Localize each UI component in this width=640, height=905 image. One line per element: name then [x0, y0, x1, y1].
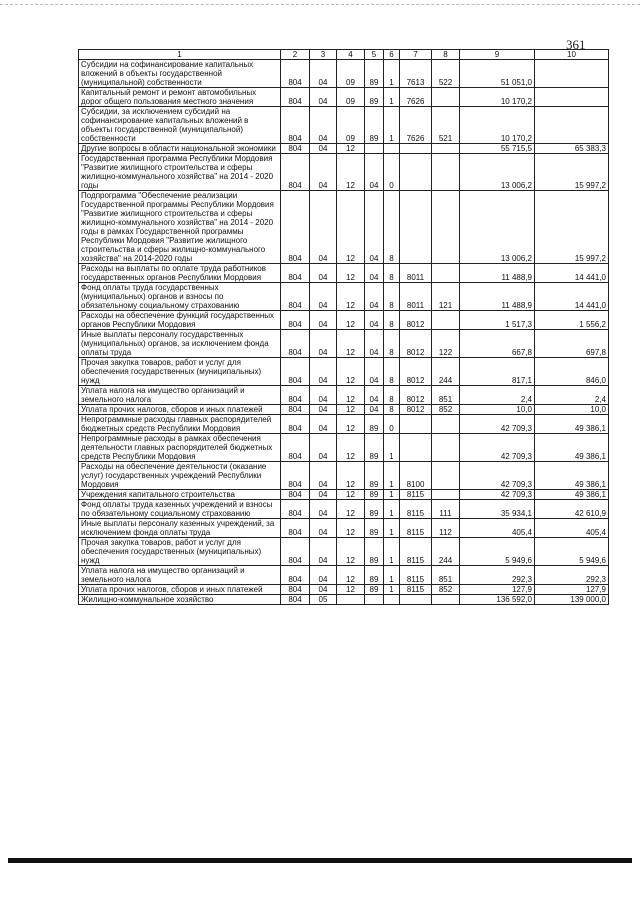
amount-year-2: 49 386,1 — [535, 415, 609, 434]
subprogram-code: 1 — [384, 60, 400, 88]
expense-type-code — [432, 144, 460, 154]
row-name: Прочая закупка товаров, работ и услуг для обеспечения государственных (муниципальных) нужд — [79, 358, 281, 386]
amount-year-1: 51 051,0 — [460, 60, 535, 88]
direction-code: 7613 — [400, 60, 432, 88]
row-name: Уплата налога на имущество организаций и земельного налога — [79, 386, 281, 405]
subsection-code: 12 — [337, 415, 365, 434]
program-code: 89 — [365, 500, 384, 519]
direction-code: 8115 — [400, 519, 432, 538]
program-code: 89 — [365, 60, 384, 88]
table-row — [79, 405, 609, 415]
direction-code: 8100 — [400, 462, 432, 490]
column-header: 4 — [337, 50, 365, 60]
column-header: 3 — [310, 50, 337, 60]
table-row — [79, 434, 609, 462]
direction-code: 8115 — [400, 500, 432, 519]
ministry-code: 804 — [281, 311, 310, 330]
expense-type-code — [432, 154, 460, 191]
subsection-code: 12 — [337, 538, 365, 566]
subsection-code: 12 — [337, 500, 365, 519]
table-row — [79, 415, 609, 434]
subsection-code: 12 — [337, 264, 365, 283]
expense-type-code: 852 — [432, 405, 460, 415]
direction-code: 8012 — [400, 405, 432, 415]
table-row — [79, 107, 609, 144]
amount-year-2: 49 386,1 — [535, 490, 609, 500]
program-code: 04 — [365, 386, 384, 405]
amount-year-1: 35 934,1 — [460, 500, 535, 519]
budget-table — [78, 49, 609, 605]
section-code: 04 — [310, 386, 337, 405]
amount-year-1: 10 170,2 — [460, 107, 535, 144]
table-row — [79, 358, 609, 386]
program-code: 04 — [365, 154, 384, 191]
row-name: Расходы на обеспечение функций государственных органов Республики Мордовия — [79, 311, 281, 330]
row-name: Государственная программа Республики Мордовия "Развитие жилищного строительства и сферы жилищно-коммунального хозяйства" на 2014 - 2020 годы — [79, 154, 281, 191]
scan-top-edge — [0, 4, 640, 5]
row-name: Уплата прочих налогов, сборов и иных платежей — [79, 585, 281, 595]
amount-year-1: 136 592,0 — [460, 595, 535, 605]
ministry-code: 804 — [281, 283, 310, 311]
amount-year-2: 14 441,0 — [535, 264, 609, 283]
direction-code: 8115 — [400, 490, 432, 500]
expense-type-code: 112 — [432, 519, 460, 538]
table-row — [79, 500, 609, 519]
ministry-code: 804 — [281, 500, 310, 519]
program-code: 89 — [365, 538, 384, 566]
row-name: Расходы на обеспечение деятельности (оказание услуг) государственных учреждений Республики Мордовия — [79, 462, 281, 490]
amount-year-1: 2,4 — [460, 386, 535, 405]
amount-year-2: 127,9 — [535, 585, 609, 595]
section-code: 04 — [310, 462, 337, 490]
section-code: 04 — [310, 60, 337, 88]
direction-code: 8012 — [400, 330, 432, 358]
ministry-code: 804 — [281, 519, 310, 538]
ministry-code: 804 — [281, 585, 310, 595]
direction-code — [400, 154, 432, 191]
column-header: 9 — [460, 50, 535, 60]
row-name: Расходы на выплаты по оплате труда работников государственных органов Республики Мордовия — [79, 264, 281, 283]
amount-year-1: 42 709,3 — [460, 462, 535, 490]
program-code: 04 — [365, 330, 384, 358]
section-code: 04 — [310, 415, 337, 434]
expense-type-code: 244 — [432, 538, 460, 566]
row-name: Иные выплаты персоналу казенных учреждений, за исключением фонда оплаты труда — [79, 519, 281, 538]
section-code: 04 — [310, 538, 337, 566]
amount-year-1: 292,3 — [460, 566, 535, 585]
row-name: Непрограммные расходы главных распорядителей бюджетных средств Республики Мордовия — [79, 415, 281, 434]
program-code — [365, 595, 384, 605]
program-code: 89 — [365, 519, 384, 538]
program-code: 04 — [365, 264, 384, 283]
expense-type-code: 111 — [432, 500, 460, 519]
section-code: 04 — [310, 490, 337, 500]
expense-type-code — [432, 415, 460, 434]
ministry-code: 804 — [281, 358, 310, 386]
program-code: 89 — [365, 490, 384, 500]
program-code: 89 — [365, 107, 384, 144]
ministry-code: 804 — [281, 330, 310, 358]
column-header: 10 — [535, 50, 609, 60]
direction-code: 7626 — [400, 107, 432, 144]
subsection-code: 12 — [337, 566, 365, 585]
section-code: 04 — [310, 585, 337, 595]
table-row — [79, 519, 609, 538]
subprogram-code: 8 — [384, 283, 400, 311]
subsection-code: 09 — [337, 88, 365, 107]
subprogram-code: 8 — [384, 191, 400, 264]
budget-table-body — [79, 60, 609, 605]
ministry-code: 804 — [281, 595, 310, 605]
amount-year-1: 10 170,2 — [460, 88, 535, 107]
table-row — [79, 490, 609, 500]
ministry-code: 804 — [281, 462, 310, 490]
table-row — [79, 60, 609, 88]
table-header-row — [79, 50, 609, 60]
row-name: Капитальный ремонт и ремонт автомобильных дорог общего пользования местного значения — [79, 88, 281, 107]
amount-year-2 — [535, 60, 609, 88]
subsection-code: 12 — [337, 585, 365, 595]
ministry-code: 804 — [281, 144, 310, 154]
row-name: Подпрограмма "Обеспечение реализации Государственной программы Республики Мордовия "Развитие жилищного строительства и сферы жилищно-коммунального хозяйства" на 2014 - 2020 годы в рамках Государственной программы Республики Мордовия "Развитие жилищного строительства и сферы жилищно-коммунального хозяйства" на 2014-2020 годы — [79, 191, 281, 264]
direction-code: 8012 — [400, 358, 432, 386]
page-number: 361 — [566, 37, 586, 52]
section-code: 04 — [310, 191, 337, 264]
amount-year-2: 10,0 — [535, 405, 609, 415]
amount-year-2: 697,8 — [535, 330, 609, 358]
subsection-code: 12 — [337, 330, 365, 358]
subsection-code — [337, 595, 365, 605]
table-row — [79, 311, 609, 330]
table-row — [79, 462, 609, 490]
section-code: 04 — [310, 566, 337, 585]
subprogram-code: 8 — [384, 311, 400, 330]
amount-year-2: 15 997,2 — [535, 154, 609, 191]
amount-year-2: 405,4 — [535, 519, 609, 538]
ministry-code: 804 — [281, 538, 310, 566]
table-row — [79, 191, 609, 264]
program-code: 04 — [365, 311, 384, 330]
amount-year-1: 127,9 — [460, 585, 535, 595]
subprogram-code: 8 — [384, 358, 400, 386]
expense-type-code — [432, 191, 460, 264]
column-header: 8 — [432, 50, 460, 60]
ministry-code: 804 — [281, 434, 310, 462]
row-name: Непрограммные расходы в рамках обеспечения деятельности главных распорядителей бюджетных средств Республики Мордовия — [79, 434, 281, 462]
section-code: 04 — [310, 144, 337, 154]
amount-year-1: 42 709,3 — [460, 434, 535, 462]
row-name: Другие вопросы в области национальной экономики — [79, 144, 281, 154]
subsection-code: 12 — [337, 191, 365, 264]
direction-code: 8011 — [400, 264, 432, 283]
direction-code: 8011 — [400, 283, 432, 311]
subprogram-code: 1 — [384, 566, 400, 585]
subprogram-code: 0 — [384, 154, 400, 191]
subprogram-code: 1 — [384, 500, 400, 519]
subprogram-code — [384, 595, 400, 605]
amount-year-1: 1 517,3 — [460, 311, 535, 330]
column-header: 1 — [79, 50, 281, 60]
expense-type-code — [432, 88, 460, 107]
subsection-code: 12 — [337, 519, 365, 538]
direction-code — [400, 415, 432, 434]
subsection-code: 12 — [337, 154, 365, 191]
expense-type-code — [432, 490, 460, 500]
expense-type-code: 522 — [432, 60, 460, 88]
direction-code: 8012 — [400, 311, 432, 330]
ministry-code: 804 — [281, 490, 310, 500]
subsection-code: 12 — [337, 311, 365, 330]
amount-year-2: 846,0 — [535, 358, 609, 386]
amount-year-2: 292,3 — [535, 566, 609, 585]
subsection-code: 12 — [337, 144, 365, 154]
subprogram-code: 8 — [384, 264, 400, 283]
subprogram-code: 8 — [384, 405, 400, 415]
subsection-code: 12 — [337, 283, 365, 311]
expense-type-code — [432, 264, 460, 283]
expense-type-code: 851 — [432, 566, 460, 585]
subprogram-code: 0 — [384, 415, 400, 434]
amount-year-2: 15 997,2 — [535, 191, 609, 264]
ministry-code: 804 — [281, 60, 310, 88]
section-code: 04 — [310, 283, 337, 311]
amount-year-1: 42 709,3 — [460, 415, 535, 434]
ministry-code: 804 — [281, 386, 310, 405]
expense-type-code: 244 — [432, 358, 460, 386]
subprogram-code: 8 — [384, 330, 400, 358]
section-code: 04 — [310, 107, 337, 144]
section-code: 04 — [310, 88, 337, 107]
program-code: 89 — [365, 462, 384, 490]
direction-code — [400, 434, 432, 462]
amount-year-2: 5 949,6 — [535, 538, 609, 566]
section-code: 04 — [310, 311, 337, 330]
row-name: Иные выплаты персоналу государственных (муниципальных) органов, за исключением фонда оплаты труда — [79, 330, 281, 358]
subsection-code: 09 — [337, 107, 365, 144]
subsection-code: 09 — [337, 60, 365, 88]
direction-code — [400, 144, 432, 154]
ministry-code: 804 — [281, 191, 310, 264]
direction-code: 8115 — [400, 538, 432, 566]
amount-year-1: 667,8 — [460, 330, 535, 358]
direction-code: 8115 — [400, 585, 432, 595]
expense-type-code — [432, 311, 460, 330]
subsection-code: 12 — [337, 434, 365, 462]
ministry-code: 804 — [281, 566, 310, 585]
program-code: 04 — [365, 405, 384, 415]
subprogram-code: 1 — [384, 519, 400, 538]
table-row — [79, 154, 609, 191]
ministry-code: 804 — [281, 405, 310, 415]
amount-year-2 — [535, 88, 609, 107]
table-row — [79, 386, 609, 405]
section-code: 04 — [310, 154, 337, 191]
section-code: 04 — [310, 405, 337, 415]
amount-year-1: 13 006,2 — [460, 191, 535, 264]
amount-year-2: 49 386,1 — [535, 434, 609, 462]
amount-year-1: 10,0 — [460, 405, 535, 415]
expense-type-code — [432, 462, 460, 490]
row-name: Учреждения капитального строительства — [79, 490, 281, 500]
subprogram-code: 8 — [384, 386, 400, 405]
direction-code: 8115 — [400, 566, 432, 585]
table-row — [79, 88, 609, 107]
section-code: 04 — [310, 434, 337, 462]
section-code: 04 — [310, 519, 337, 538]
ministry-code: 804 — [281, 154, 310, 191]
table-row — [79, 283, 609, 311]
subprogram-code: 1 — [384, 538, 400, 566]
row-name: Жилищно-коммунальное хозяйство — [79, 595, 281, 605]
scan-bottom-bar — [8, 858, 632, 863]
program-code: 04 — [365, 191, 384, 264]
table-row — [79, 538, 609, 566]
table-row — [79, 330, 609, 358]
program-code: 04 — [365, 283, 384, 311]
table-row — [79, 595, 609, 605]
program-code: 89 — [365, 415, 384, 434]
section-code: 04 — [310, 330, 337, 358]
amount-year-1: 11 488,9 — [460, 283, 535, 311]
program-code: 89 — [365, 566, 384, 585]
direction-code: 7626 — [400, 88, 432, 107]
section-code: 04 — [310, 500, 337, 519]
program-code: 89 — [365, 585, 384, 595]
subsection-code: 12 — [337, 386, 365, 405]
table-row — [79, 144, 609, 154]
row-name: Прочая закупка товаров, работ и услуг для обеспечения государственных (муниципальных) нужд — [79, 538, 281, 566]
amount-year-2: 139 000,0 — [535, 595, 609, 605]
amount-year-2: 65 383,3 — [535, 144, 609, 154]
table-row — [79, 264, 609, 283]
subprogram-code: 1 — [384, 88, 400, 107]
amount-year-2: 1 556,2 — [535, 311, 609, 330]
amount-year-1: 817,1 — [460, 358, 535, 386]
subprogram-code: 1 — [384, 434, 400, 462]
program-code — [365, 144, 384, 154]
program-code: 89 — [365, 88, 384, 107]
row-name: Уплата налога на имущество организаций и земельного налога — [79, 566, 281, 585]
program-code: 04 — [365, 358, 384, 386]
section-code: 04 — [310, 358, 337, 386]
direction-code — [400, 191, 432, 264]
subsection-code: 12 — [337, 462, 365, 490]
direction-code: 8012 — [400, 386, 432, 405]
table-row — [79, 566, 609, 585]
amount-year-2: 2,4 — [535, 386, 609, 405]
column-header: 6 — [384, 50, 400, 60]
subprogram-code: 1 — [384, 490, 400, 500]
amount-year-2: 14 441,0 — [535, 283, 609, 311]
expense-type-code: 852 — [432, 585, 460, 595]
amount-year-1: 11 488,9 — [460, 264, 535, 283]
expense-type-code: 122 — [432, 330, 460, 358]
row-name: Фонд оплаты труда государственных (муниципальных) органов и взносы по обязательному социальному страхованию — [79, 283, 281, 311]
amount-year-2: 42 610,9 — [535, 500, 609, 519]
amount-year-1: 405,4 — [460, 519, 535, 538]
subprogram-code: 1 — [384, 585, 400, 595]
amount-year-1: 13 006,2 — [460, 154, 535, 191]
table-row — [79, 585, 609, 595]
amount-year-1: 55 715,5 — [460, 144, 535, 154]
program-code: 89 — [365, 434, 384, 462]
amount-year-2: 49 386,1 — [535, 462, 609, 490]
ministry-code: 804 — [281, 415, 310, 434]
subprogram-code: 1 — [384, 462, 400, 490]
row-name: Субсидии, за исключением субсидий на софинансирование капитальных вложений в объекты государственной (муниципальной) собственности — [79, 107, 281, 144]
ministry-code: 804 — [281, 107, 310, 144]
expense-type-code: 121 — [432, 283, 460, 311]
expense-type-code — [432, 595, 460, 605]
row-name: Фонд оплаты труда казенных учреждений и взносы по обязательному социальному страхованию — [79, 500, 281, 519]
subsection-code: 12 — [337, 405, 365, 415]
subprogram-code: 1 — [384, 107, 400, 144]
amount-year-1: 5 949,6 — [460, 538, 535, 566]
expense-type-code: 521 — [432, 107, 460, 144]
expense-type-code: 851 — [432, 386, 460, 405]
ministry-code: 804 — [281, 264, 310, 283]
amount-year-2 — [535, 107, 609, 144]
column-header: 7 — [400, 50, 432, 60]
subsection-code: 12 — [337, 490, 365, 500]
subprogram-code — [384, 144, 400, 154]
expense-type-code — [432, 434, 460, 462]
amount-year-1: 42 709,3 — [460, 490, 535, 500]
ministry-code: 804 — [281, 88, 310, 107]
subsection-code: 12 — [337, 358, 365, 386]
column-header: 5 — [365, 50, 384, 60]
section-code: 04 — [310, 264, 337, 283]
direction-code — [400, 595, 432, 605]
section-code: 05 — [310, 595, 337, 605]
column-header: 2 — [281, 50, 310, 60]
row-name: Субсидии на софинансирование капитальных вложений в объекты государственной (муниципальной) собственности — [79, 60, 281, 88]
row-name: Уплата прочих налогов, сборов и иных платежей — [79, 405, 281, 415]
